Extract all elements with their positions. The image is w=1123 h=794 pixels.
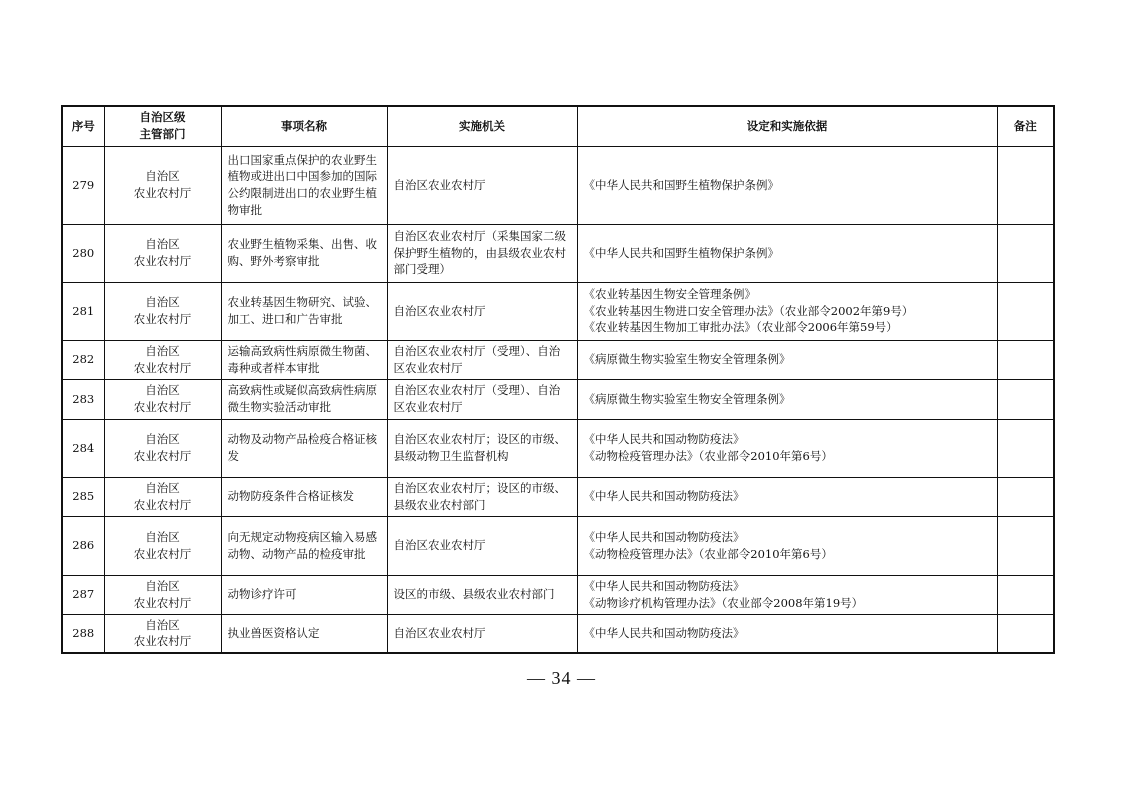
cell-remarks	[997, 575, 1054, 614]
legal-basis-line: 《中华人民共和国动物防疫法》	[583, 625, 745, 640]
cell-item-name: 运输高致病性病原微生物菌、毒种或者样本审批	[221, 340, 387, 379]
table-row	[62, 282, 1054, 340]
cell-implementing-agency: 自治区农业农村厅；设区的市级、县级农业农村部门	[387, 477, 577, 516]
legal-basis-line: 《中华人民共和国野生植物保护条例》	[583, 177, 779, 192]
cell-remarks	[997, 477, 1054, 516]
cell-serial-number: 284	[62, 419, 104, 477]
header-department-line1: 自治区级	[139, 110, 186, 124]
header-legal-basis: 设定和实施依据	[577, 106, 997, 146]
table-row	[62, 419, 1054, 477]
approval-items-table	[61, 105, 1055, 654]
cell-remarks	[997, 224, 1054, 282]
table-body	[62, 146, 1054, 653]
header-remarks: 备注	[997, 106, 1054, 146]
header-department	[104, 106, 221, 146]
department-line: 农业农村厅	[133, 546, 192, 561]
header-department-line2: 主管部门	[139, 127, 186, 142]
department-line: 农业农村厅	[133, 360, 192, 375]
department-line: 自治区	[145, 169, 180, 184]
legal-basis-line: 《农业转基因生物进口安全管理办法》（农业部令2002年第9号）	[583, 303, 914, 318]
cell-item-name: 出口国家重点保护的农业野生植物或进出口中国参加的国际公约限制进出口的农业野生植物审批	[221, 146, 387, 224]
table-row	[62, 340, 1054, 379]
cell-implementing-agency: 自治区农业农村厅	[387, 146, 577, 224]
cell-serial-number: 282	[62, 340, 104, 379]
cell-department	[104, 379, 221, 419]
cell-department	[104, 282, 221, 340]
cell-legal-basis	[577, 379, 997, 419]
page-number: — 34 —	[527, 668, 596, 688]
cell-implementing-agency: 自治区农业农村厅（受理）、自治区农业农村厅	[387, 379, 577, 419]
cell-serial-number: 286	[62, 516, 104, 575]
legal-basis-line: 《中华人民共和国动物防疫法》	[583, 489, 745, 504]
cell-item-name: 动物防疫条件合格证核发	[221, 477, 387, 516]
cell-department	[104, 340, 221, 379]
cell-legal-basis	[577, 146, 997, 224]
cell-implementing-agency: 自治区农业农村厅	[387, 282, 577, 340]
table-header	[62, 106, 1054, 146]
header-implementing-agency: 实施机关	[387, 106, 577, 146]
cell-remarks	[997, 146, 1054, 224]
cell-implementing-agency: 自治区农业农村厅	[387, 614, 577, 653]
header-item-name: 事项名称	[221, 106, 387, 146]
cell-remarks	[997, 340, 1054, 379]
cell-remarks	[997, 516, 1054, 575]
department-line: 农业农村厅	[133, 634, 192, 649]
department-line: 农业农村厅	[133, 312, 192, 326]
table-row	[62, 614, 1054, 653]
cell-item-name: 农业野生植物采集、出售、收购、野外考察审批	[221, 224, 387, 282]
department-line: 自治区	[145, 237, 180, 252]
cell-department	[104, 146, 221, 224]
cell-item-name: 高致病性或疑似高致病性病原微生物实验活动审批	[221, 379, 387, 419]
cell-serial-number: 288	[62, 614, 104, 653]
cell-implementing-agency: 自治区农业农村厅（采集国家二级保护野生植物的，由县级农业农村部门受理）	[387, 224, 577, 282]
department-line: 自治区	[145, 617, 180, 632]
cell-item-name: 执业兽医资格认定	[221, 614, 387, 653]
cell-department	[104, 575, 221, 614]
cell-legal-basis	[577, 224, 997, 282]
cell-implementing-agency: 自治区农业农村厅；设区的市级、县级动物卫生监督机构	[387, 419, 577, 477]
cell-legal-basis	[577, 282, 997, 340]
cell-serial-number: 285	[62, 477, 104, 516]
cell-remarks	[997, 614, 1054, 653]
legal-basis-line: 《中华人民共和国野生植物保护条例》	[583, 245, 779, 260]
cell-implementing-agency: 自治区农业农村厅（受理）、自治区农业农村厅	[387, 340, 577, 379]
legal-basis-line: 《中华人民共和国动物防疫法》	[583, 432, 745, 447]
cell-department	[104, 419, 221, 477]
cell-implementing-agency: 设区的市级、县级农业农村部门	[387, 575, 577, 614]
department-line: 农业农村厅	[133, 449, 192, 463]
cell-department	[104, 224, 221, 282]
legal-basis-line: 《动物检疫管理办法》（农业部令2010年第6号）	[583, 546, 833, 561]
cell-legal-basis	[577, 614, 997, 653]
department-line: 农业农村厅	[133, 497, 192, 512]
department-line: 自治区	[145, 343, 180, 358]
department-line: 农业农村厅	[133, 186, 192, 200]
table-row	[62, 477, 1054, 516]
cell-legal-basis	[577, 575, 997, 614]
cell-serial-number: 281	[62, 282, 104, 340]
cell-department	[104, 516, 221, 575]
cell-legal-basis	[577, 516, 997, 575]
cell-item-name: 动物诊疗许可	[221, 575, 387, 614]
legal-basis-line: 《动物检疫管理办法》（农业部令2010年第6号）	[583, 449, 833, 463]
cell-remarks	[997, 419, 1054, 477]
cell-remarks	[997, 282, 1054, 340]
legal-basis-line: 《病原微生物实验室生物安全管理条例》	[583, 391, 791, 406]
cell-serial-number: 279	[62, 146, 104, 224]
legal-basis-line: 《中华人民共和国动物防疫法》	[583, 529, 745, 544]
table-row	[62, 575, 1054, 614]
cell-serial-number: 283	[62, 379, 104, 419]
department-line: 自治区	[145, 295, 180, 310]
table-row	[62, 224, 1054, 282]
department-line: 自治区	[145, 578, 180, 593]
cell-serial-number: 287	[62, 575, 104, 614]
cell-legal-basis	[577, 419, 997, 477]
cell-item-name: 向无规定动物疫病区输入易感动物、动物产品的检疫审批	[221, 516, 387, 575]
table-header-row	[62, 106, 1054, 146]
header-serial-number: 序号	[62, 106, 104, 146]
table-row	[62, 146, 1054, 224]
cell-serial-number: 280	[62, 224, 104, 282]
department-line: 农业农村厅	[133, 595, 192, 610]
department-line: 自治区	[145, 529, 180, 544]
cell-remarks	[997, 379, 1054, 419]
table-row	[62, 516, 1054, 575]
cell-item-name: 动物及动物产品检疫合格证核发	[221, 419, 387, 477]
department-line: 自治区	[145, 383, 180, 398]
department-line: 自治区	[145, 480, 180, 495]
legal-basis-line: 《农业转基因生物加工审批办法》（农业部令2006年第59号）	[583, 320, 898, 335]
table-row	[62, 379, 1054, 419]
department-line: 农业农村厅	[133, 254, 192, 268]
cell-department	[104, 477, 221, 516]
cell-item-name: 农业转基因生物研究、试验、加工、进口和广告审批	[221, 282, 387, 340]
department-line: 自治区	[145, 432, 180, 447]
legal-basis-line: 《动物诊疗机构管理办法》（农业部令2008年第19号）	[583, 595, 864, 610]
department-line: 农业农村厅	[133, 400, 192, 414]
legal-basis-line: 《农业转基因生物安全管理条例》	[583, 286, 756, 301]
cell-department	[104, 614, 221, 653]
cell-legal-basis	[577, 340, 997, 379]
legal-basis-line: 《中华人民共和国动物防疫法》	[583, 578, 745, 593]
cell-legal-basis	[577, 477, 997, 516]
legal-basis-line: 《病原微生物实验室生物安全管理条例》	[583, 352, 791, 367]
cell-implementing-agency: 自治区农业农村厅	[387, 516, 577, 575]
